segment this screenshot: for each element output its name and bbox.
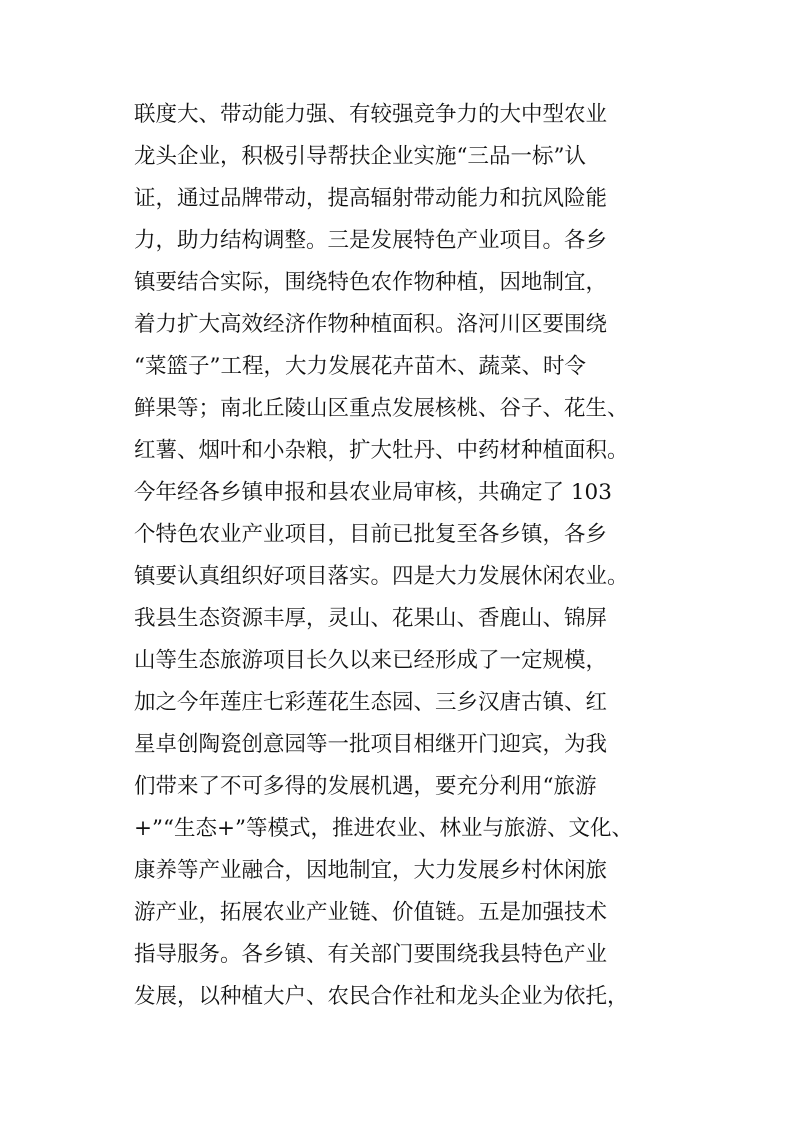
- text-line-13: 我县生态资源丰厚，灵山、花果山、香鹿山、锦屏: [134, 606, 608, 631]
- text-line-17: 们带来了不可多得的发展机遇，要充分利用“旅游: [134, 774, 597, 799]
- text-line-9: 红薯、烟叶和小杂粮，扩大牡丹、中药材种植面积。: [134, 438, 629, 463]
- text-line-16: 星卓创陶瓷创意园等一批项目相继开门迎宾，为我: [134, 732, 608, 757]
- text-line-15: 加之今年莲庄七彩莲花生态园、三乡汉唐古镇、红: [134, 690, 608, 715]
- text-line-18: +”“生态+”等模式，推进农业、林业与旅游、文化、: [134, 816, 634, 841]
- text-line-12: 镇要认真组织好项目落实。四是大力发展休闲农业。: [134, 564, 629, 589]
- text-line-20: 游产业，拓展农业产业链、价值链。五是加强技术: [134, 900, 608, 925]
- text-line-22: 发展，以种植大户、农民合作社和龙头企业为依托，: [134, 984, 629, 1009]
- text-line-8: 鲜果等；南北丘陵山区重点发展核桃、谷子、花生、: [134, 396, 629, 421]
- text-line-5: 镇要结合实际，围绕特色农作物种植，因地制宜，: [134, 270, 608, 295]
- text-line-6: 着力扩大高效经济作物种植面积。洛河川区要围绕: [134, 312, 608, 337]
- text-line-10: 今年经各乡镇申报和县农业局审核，共确定了 103: [134, 480, 612, 505]
- text-line-14: 山等生态旅游项目长久以来已经形成了一定规模，: [134, 648, 608, 673]
- text-line-3: 证，通过品牌带动，提高辐射带动能力和抗风险能: [134, 186, 608, 211]
- text-line-19: 康养等产业融合，因地制宜，大力发展乡村休闲旅: [134, 858, 608, 883]
- text-line-11: 个特色农业产业项目，目前已批复至各乡镇，各乡: [134, 522, 608, 547]
- text-line-2: 龙头企业，积极引导帮扶企业实施“三品一标”认: [134, 144, 586, 169]
- text-line-1: 联度大、带动能力强、有较强竞争力的大中型农业: [134, 102, 608, 127]
- body-text: [134, 94, 694, 1018]
- text-line-21: 指导服务。各乡镇、有关部门要围绕我县特色产业: [134, 942, 608, 967]
- text-line-4: 力，助力结构调整。三是发展特色产业项目。各乡: [134, 228, 608, 253]
- text-line-7: “菜篮子”工程，大力发展花卉苗木、蔬菜、时令: [134, 354, 586, 379]
